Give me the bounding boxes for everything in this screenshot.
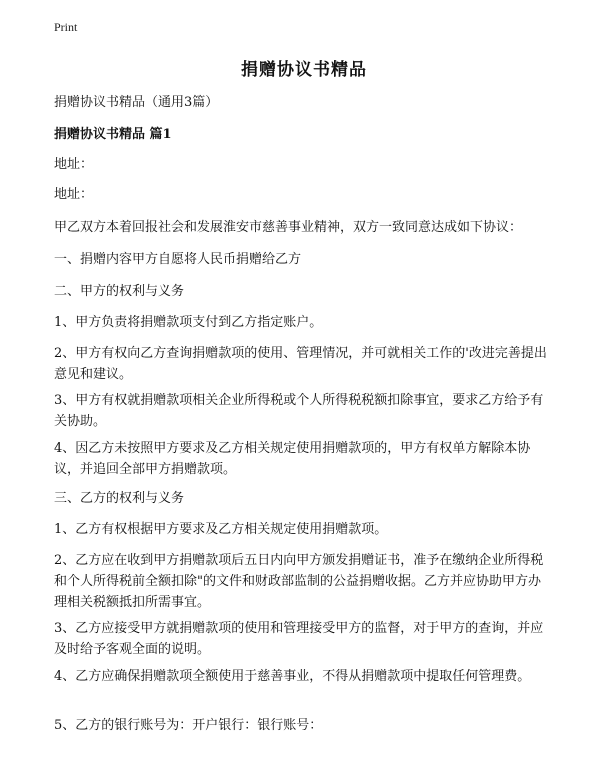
paragraph: 2、乙方应在收到甲方捐赠款项后五日内向甲方颁发捐赠证书，准予在缴纳企业所得税和个人所得税前全额扣除"的文件和财政部监制的公益捐赠收据。乙方并应协助甲方办理相关税额抵扣所需事宜。 (54, 553, 544, 610)
paragraph: 甲乙双方本着回报社会和发展淮安市慈善事业精神，双方一致同意达成如下协议： (54, 220, 523, 235)
print-label: Print (54, 20, 78, 34)
paragraph: 2、甲方有权向乙方查询捐赠款项的使用、管理情况，并可就相关工作的'改进完善提出意见和建议。 (54, 346, 547, 382)
paragraph: 二、甲方的权利与义务 (54, 284, 185, 299)
section-heading: 捐赠协议书精品 篇1 (54, 127, 172, 142)
address-line-2: 地址： (54, 187, 94, 202)
address-line-1: 地址： (54, 157, 94, 172)
document-title: 捐赠协议书精品 (241, 60, 367, 80)
paragraph: 3、乙方应接受甲方就捐赠款项的使用和管理接受甲方的监督，对于甲方的查询，并应及时给予客观全面的说明。 (54, 621, 544, 657)
paragraph: 三、乙方的权利与义务 (54, 491, 185, 506)
paragraph: 5、乙方的银行账号为：开户银行：银行账号： (54, 718, 323, 733)
paragraph: 4、因乙方未按照甲方要求及乙方相关规定使用捐赠款项的，甲方有权单方解除本协议，并追回全部甲方捐赠款项。 (54, 441, 531, 477)
document-subtitle: 捐赠协议书精品（通用3篇） (54, 95, 219, 110)
paragraph: 4、乙方应确保捐赠款项全额使用于慈善事业，不得从捐赠款项中提取任何管理费。 (54, 669, 531, 684)
paragraph: 3、甲方有权就捐赠款项相关企业所得税或个人所得税税额扣除事宜，要求乙方给予有关协助。 (54, 393, 544, 429)
paragraph: 1、甲方负责将捐赠款项支付到乙方指定账户。 (54, 315, 323, 330)
paragraph: 1、乙方有权根据甲方要求及乙方相关规定使用捐赠款项。 (54, 522, 388, 537)
paragraph: 一、捐赠内容甲方自愿将人民币捐赠给乙方 (54, 252, 302, 267)
